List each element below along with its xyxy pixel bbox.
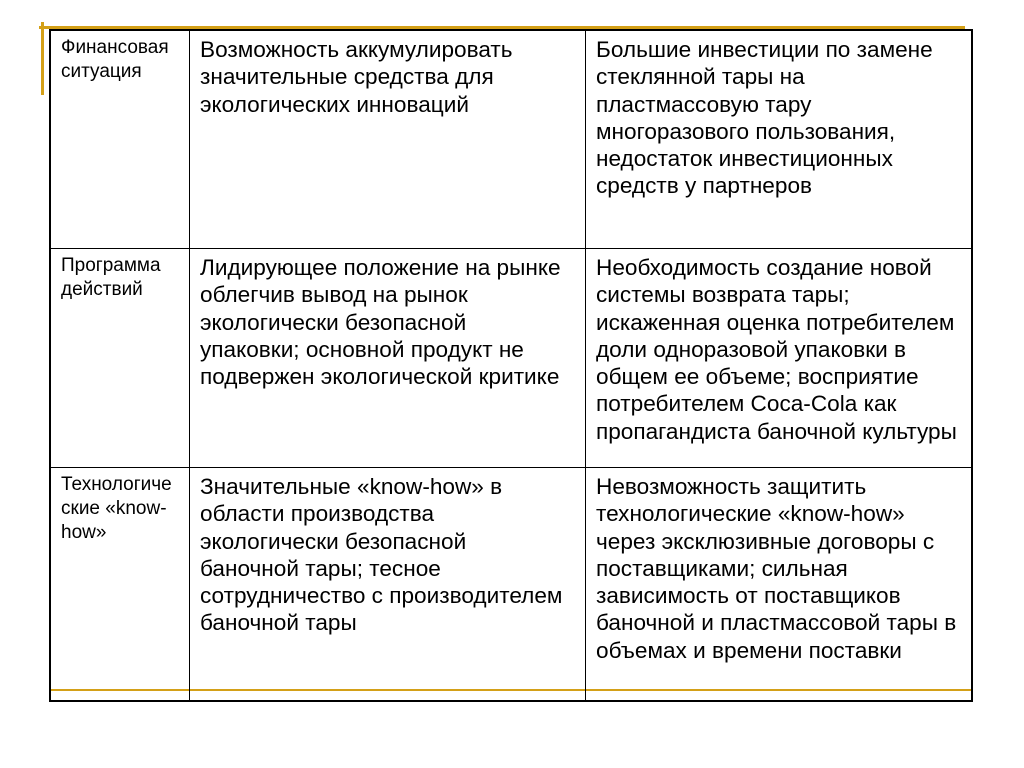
accent-line-left (41, 22, 44, 95)
table-cell (189, 31, 585, 248)
row-label-cell (51, 248, 189, 467)
cell-text: Необходимость создание новой системы возврата тары; искаженная оценка потребителем доли одноразовой упаковки в общем ее объеме; восприятие потребителем Coca-Cola как пропагандиста баночной культуры (596, 255, 957, 444)
cell-text: Возможность аккумулировать значительные средства для экологических инноваций (200, 37, 513, 117)
row-label: Финансовая ситуация (61, 37, 169, 82)
row-label: Программа действий (61, 255, 161, 300)
table-cell (189, 248, 585, 467)
cell-text: Невозможность защитить технологические «know-how» через эксклюзивные договоры с поставщиками; сильная зависимость от поставщиков баночной и пластмассовой тары в объемах и времени поставки (596, 474, 957, 663)
cell-text: Значительные «know-how» в области производства экологически безопасной баночной тары; тесное сотрудничество с производителем баночной тары (200, 474, 563, 636)
row-label: Технологиче ские «know- how» (61, 474, 172, 543)
accent-line-top (39, 26, 965, 29)
table-cell (585, 248, 971, 467)
row-label-cell (51, 31, 189, 248)
comparison-table (49, 29, 973, 702)
table-cell (189, 467, 585, 700)
row-label-cell (51, 467, 189, 700)
cell-text: Лидирующее положение на рынке облегчив вывод на рынок экологически безопасной упаковки; основной продукт не подвержен экологической критике (200, 255, 561, 390)
table-cell (585, 31, 971, 248)
table-cell (585, 467, 971, 700)
cell-text: Большие инвестиции по замене стеклянной тары на пластмассовую тару многоразового пользования, недостаток инвестиционных средств у партнеров (596, 37, 933, 199)
